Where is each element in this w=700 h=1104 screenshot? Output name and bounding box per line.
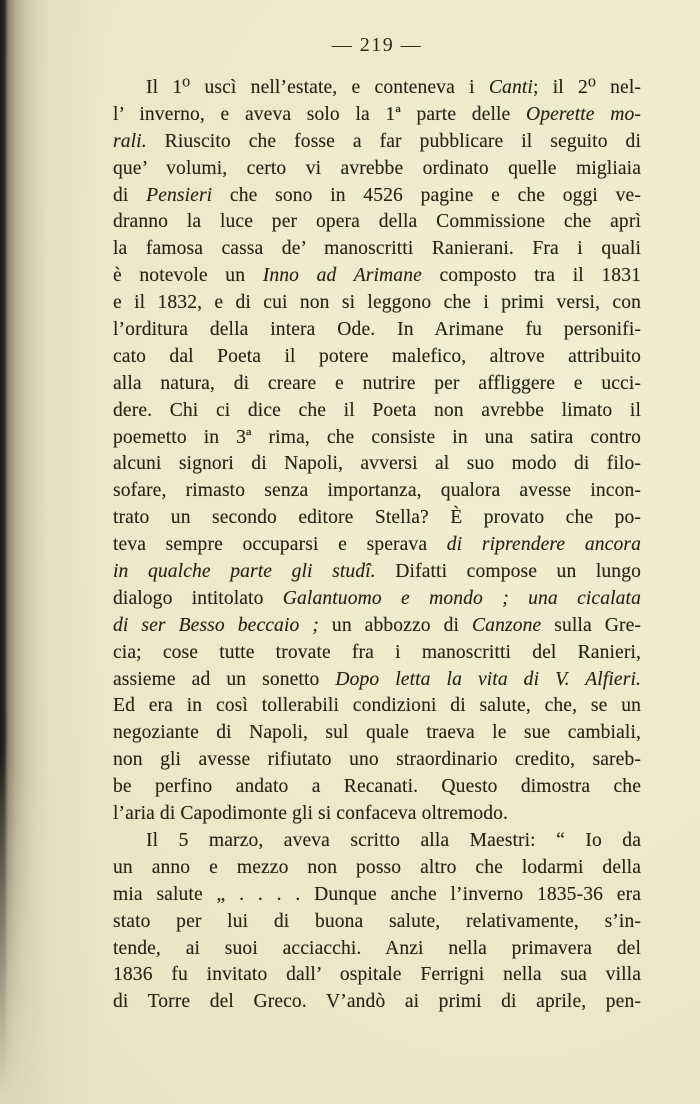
text-line: alla natura, di creare e nutrire per affliggere e ucci- bbox=[113, 372, 641, 394]
text-line: cia; cose tutte trovate fra i manoscritti del Ranieri, bbox=[113, 641, 641, 663]
text-line: l’orditura della intera Ode. In Arimane fu personifi- bbox=[113, 319, 641, 341]
text-line: un anno e mezzo non posso altro che lodarmi della bbox=[113, 856, 641, 878]
text-line: di Pensieri che sono in 4526 pagine e che oggi ve- bbox=[113, 184, 641, 206]
text-line: e il 1832, e di cui non si leggono che i primi versi, con bbox=[113, 292, 641, 314]
text-line: trato un secondo editore Stella? È provato che po- bbox=[113, 507, 641, 529]
text-line: non gli avesse rifiutato uno straordinario credito, sareb- bbox=[113, 749, 641, 771]
text-line: di Torre del Greco. V’andò ai primi di aprile, pen- bbox=[113, 991, 641, 1013]
text-line: l’ inverno, e aveva solo la 1ª parte delle Operette mo- bbox=[113, 103, 641, 125]
text-line: cato dal Poeta il potere malefico, altrove attribuito bbox=[113, 345, 641, 367]
text-line: negoziante di Napoli, sul quale traeva le sue cambiali, bbox=[113, 722, 641, 744]
text-line: teva sempre occuparsi e sperava di riprendere ancora bbox=[113, 534, 641, 556]
text-line: è notevole un Inno ad Arimane composto tra il 1831 bbox=[113, 265, 641, 287]
page-number: — 219 — bbox=[331, 34, 423, 56]
text-line: tende, ai suoi acciacchi. Anzi nella primavera del bbox=[113, 937, 641, 959]
text-line: sofare, rimasto senza importanza, qualora avesse incon- bbox=[113, 480, 641, 502]
text-line: rali. Riuscito che fosse a far pubblicare il seguito di bbox=[113, 130, 641, 152]
text-line: dranno la luce per opera della Commissione che aprì bbox=[113, 211, 641, 233]
text-line: alcuni signori di Napoli, avversi al suo modo di filo- bbox=[113, 453, 641, 475]
text-line: Il 1⁰ uscì nell’estate, e conteneva i Canti; il 2⁰ nel- bbox=[146, 77, 641, 98]
text-line: que’ volumi, certo vi avrebbe ordinato quelle migliaia bbox=[113, 157, 641, 179]
text-line: dialogo intitolato Galantuomo e mondo ; una cicalata bbox=[113, 587, 641, 609]
text-line: dere. Chi ci dice che il Poeta non avrebbe limato il bbox=[113, 399, 641, 421]
text-line: Ed era in così tollerabili condizioni di salute, che, se un bbox=[113, 695, 641, 717]
text-line: l’aria di Capodimonte gli si confaceva oltremodo. bbox=[113, 803, 509, 825]
text-line: assieme ad un sonetto Dopo letta la vita di V. Alfieri. bbox=[113, 668, 641, 690]
binding-gutter-shadow bbox=[0, 0, 48, 1104]
text-line: Il 5 marzo, aveva scritto alla Maestri: “ Io da bbox=[146, 829, 641, 851]
text-line: 1836 fu invitato dall’ ospitale Ferrigni nella sua villa bbox=[113, 964, 641, 986]
text-line: mia salute „ . . . . Dunque anche l’inverno 1835-36 era bbox=[113, 883, 641, 905]
text-line: di ser Besso beccaio ; un abbozzo di Canzone sulla Gre- bbox=[113, 614, 641, 636]
text-line: in qualche parte gli studî. Difatti compose un lungo bbox=[113, 561, 641, 583]
text-block bbox=[113, 75, 641, 1016]
text-line: la famosa cassa de’ manoscritti Ranierani. Fra i quali bbox=[113, 238, 641, 260]
text-line: be perfino andato a Recanati. Questo dimostra che bbox=[113, 776, 641, 798]
text-line: stato per lui di buona salute, relativamente, s’in- bbox=[113, 910, 641, 932]
text-line: poemetto in 3ª rima, che consiste in una satira contro bbox=[113, 426, 641, 448]
